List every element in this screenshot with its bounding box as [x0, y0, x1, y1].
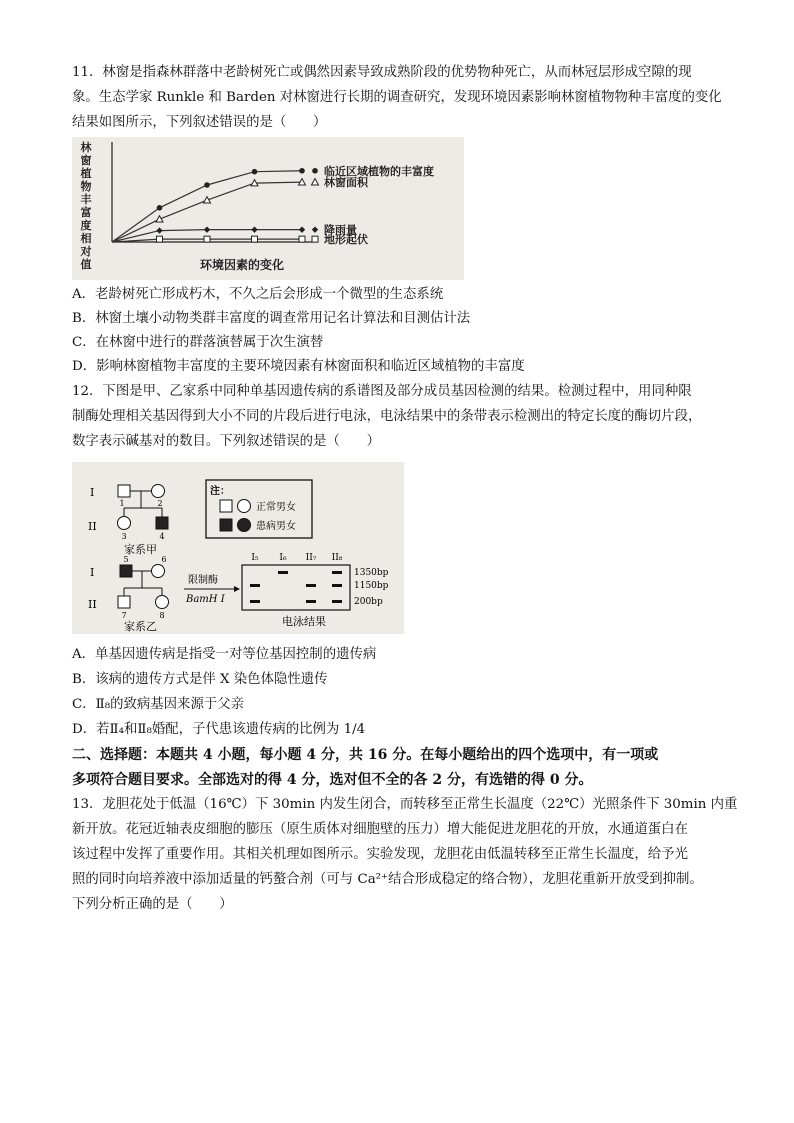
band-size-1350: 1350bp — [354, 568, 389, 578]
data-point-s4-2 — [204, 236, 210, 242]
band-I5-200 — [250, 600, 260, 603]
individual-number-2: 2 — [157, 499, 163, 508]
y-axis-label-char: 富 — [80, 206, 92, 219]
legend-normal-text: 正常男女 — [256, 502, 296, 513]
legend-affected-male-symbol — [220, 519, 232, 531]
individual-7-normal-male — [118, 596, 130, 608]
y-axis-label-char: 林 — [80, 141, 92, 154]
q13-stem-line-3: 该过程中发挥了重要作用。其相关机理如图所示。实验发现，龙胆花由低温转移至正常生长温度，给予光 — [72, 847, 688, 862]
legend-normal-female-symbol — [238, 500, 251, 513]
enzyme-name: BamH I — [186, 594, 225, 605]
q11-chart-svg — [72, 137, 464, 280]
section-2-heading-line-2: 多项符合题目要求。全部选对的得 4 分，选对但不全的各 2 分，有选错的得 0 分。 — [72, 772, 593, 788]
legend-marker-3 — [312, 226, 318, 232]
band-II8-1150 — [332, 584, 342, 587]
y-axis-label-char: 相 — [80, 232, 92, 245]
q12-option-d: D．若Ⅱ₄和Ⅱ₈婚配，子代患该遗传病的比例为 1/4 — [72, 722, 366, 737]
q11-chart — [72, 137, 464, 280]
y-axis-label — [80, 140, 93, 271]
individual-number-5: 5 — [123, 555, 129, 564]
lane-label-II7: II₇ — [305, 553, 317, 563]
legend-marker-4 — [312, 236, 318, 242]
data-point-s4-3 — [252, 236, 258, 242]
family-b-label: 家系乙 — [124, 620, 157, 633]
y-axis-label-char: 值 — [80, 258, 92, 271]
q11-stem-line-2: 象。生态学家 Runkle 和 Barden 对林窗进行长期的调查研究，发现环境因素影响林窗植物物种丰富度的变化 — [72, 90, 722, 105]
q11-option-d: D．影响林窗植物丰富度的主要环境因素有林窗面积和临近区域植物的丰富度 — [72, 359, 525, 374]
section-2-heading-line-1: 二、选择题：本题共 4 小题，每小题 4 分，共 16 分。在每小题给出的四个选项中，有一项或 — [72, 747, 659, 763]
q13-stem-line-1: 13．龙胆花处于低温（16℃）下 30min 内发生闭合，而转移至正常生长温度（22℃）光照条件下 30min 内重 — [72, 797, 738, 812]
q12-figure — [72, 462, 404, 634]
q13-stem-line-2: 新开放。花冠近轴表皮细胞的膨压（原生质体对细胞壁的压力）增大能促进龙胆花的开放，水通道蛋白在 — [72, 822, 688, 837]
legend-label-1: 临近区域植物的丰富度 — [324, 164, 434, 178]
y-axis-label-char: 度 — [80, 219, 92, 232]
generation-label-I-a: I — [90, 486, 95, 499]
q12-option-a: A．单基因遗传病是指受一对等位基因控制的遗传病 — [72, 647, 377, 662]
legend-label-2: 林窗面积 — [324, 176, 368, 190]
individual-6-normal-female — [152, 565, 165, 578]
individual-number-7: 7 — [121, 611, 127, 620]
lane-label-I6: I₆ — [279, 553, 287, 563]
lane-label-I5: I₅ — [251, 553, 259, 563]
individual-8-normal-female — [156, 596, 169, 609]
band-I6-1350 — [278, 571, 288, 574]
x-axis-label: 环境因素的变化 — [199, 258, 285, 272]
individual-1-normal-male — [118, 485, 130, 497]
band-II8-1350 — [332, 571, 342, 574]
q11-option-a: A．老龄树死亡形成朽木，不久之后会形成一个微型的生态系统 — [72, 287, 444, 302]
legend-normal-male-symbol — [220, 500, 232, 512]
individual-5-affected-male — [120, 565, 132, 577]
enzyme-label: 限制酶 — [188, 575, 218, 586]
individual-number-3: 3 — [121, 532, 127, 541]
q12-option-c: C．Ⅱ₈的致病基因来源于父亲 — [72, 697, 245, 712]
lane-label-II8: II₈ — [331, 553, 343, 563]
y-axis-label-char: 植 — [80, 167, 92, 180]
q12-stem-line-1: 12．下图是甲、乙家系中同种单基因遗传病的系谱图及部分成员基因检测的结果。检测过程中，用同种限 — [72, 384, 692, 399]
legend-label-3: 降雨量 — [324, 223, 357, 237]
individual-number-4: 4 — [159, 532, 165, 541]
q11-option-c: C．在林窗中进行的群落演替属于次生演替 — [72, 335, 324, 350]
data-point-s1-3 — [252, 169, 258, 175]
data-point-s3-4 — [299, 226, 305, 232]
generation-label-II-a: II — [88, 520, 97, 533]
data-point-s4-4 — [299, 236, 305, 242]
band-II7-200 — [306, 600, 316, 603]
data-point-s1-2 — [204, 182, 210, 188]
q12-figure-svg — [72, 462, 404, 634]
series-line-2 — [112, 182, 302, 242]
data-point-s1-4 — [299, 168, 305, 174]
legend-title: 注： — [210, 486, 230, 497]
q11-option-b: B．林窗土壤小动物类群丰富度的调查常用记名计算法和目测估计法 — [72, 311, 471, 326]
q12-stem-line-2: 制酶处理相关基因得到大小不同的片段后进行电泳，电泳结果中的条带表示检测出的特定长度的酶切片段， — [72, 409, 702, 424]
band-size-200: 200bp — [354, 597, 383, 607]
legend-label-4: 地形起伏 — [324, 233, 368, 247]
band-size-1150: 1150bp — [354, 581, 389, 591]
family-a-label: 家系甲 — [124, 543, 157, 556]
individual-3-normal-female — [118, 517, 131, 530]
legend-marker-1 — [312, 168, 318, 174]
q11-stem-line-3: 结果如图所示，下列叙述错误的是（ ） — [72, 115, 327, 130]
y-axis-label-char: 丰 — [80, 193, 92, 206]
individual-number-1: 1 — [119, 499, 125, 508]
individual-4-affected-male — [156, 517, 168, 529]
y-axis-label-char: 物 — [80, 180, 92, 193]
legend-affected-female-symbol — [238, 519, 251, 532]
generation-label-I-b: I — [90, 566, 95, 579]
band-II8-200 — [332, 600, 342, 603]
q12-stem-line-3: 数字表示碱基对的数目。下列叙述错误的是（ ） — [72, 434, 380, 449]
y-axis-label-char: 窗 — [80, 154, 92, 167]
data-point-s3-3 — [251, 226, 257, 232]
data-point-s3-2 — [204, 226, 210, 232]
generation-label-II-b: II — [88, 598, 97, 611]
q13-stem-line-5: 下列分析正确的是（ ） — [72, 897, 233, 912]
data-point-s4-1 — [157, 236, 163, 242]
legend-affected-text: 患病男女 — [256, 521, 296, 532]
gel-caption: 电泳结果 — [282, 615, 326, 628]
q11-stem-line-1: 11．林窗是指森林群落中老龄树死亡或偶然因素导致成熟阶段的优势物种死亡，从而林冠层形成空隙的现 — [72, 65, 692, 80]
legend-marker-2 — [312, 179, 319, 185]
individual-number-6: 6 — [161, 555, 167, 564]
band-I5-1150 — [250, 584, 260, 587]
q13-stem-line-4: 照的同时向培养液中添加适量的钙螯合剂（可与 Ca²⁺结合形成稳定的络合物），龙胆花重新开放受到抑制。 — [72, 872, 703, 887]
data-point-s1-1 — [157, 205, 163, 211]
individual-number-8: 8 — [159, 611, 165, 620]
individual-2-normal-female — [152, 485, 165, 498]
data-point-s3-1 — [156, 227, 162, 233]
band-II7-1150 — [306, 584, 316, 587]
q12-option-b: B．该病的遗传方式是伴 X 染色体隐性遗传 — [72, 672, 328, 687]
y-axis-label-char: 对 — [80, 245, 92, 258]
